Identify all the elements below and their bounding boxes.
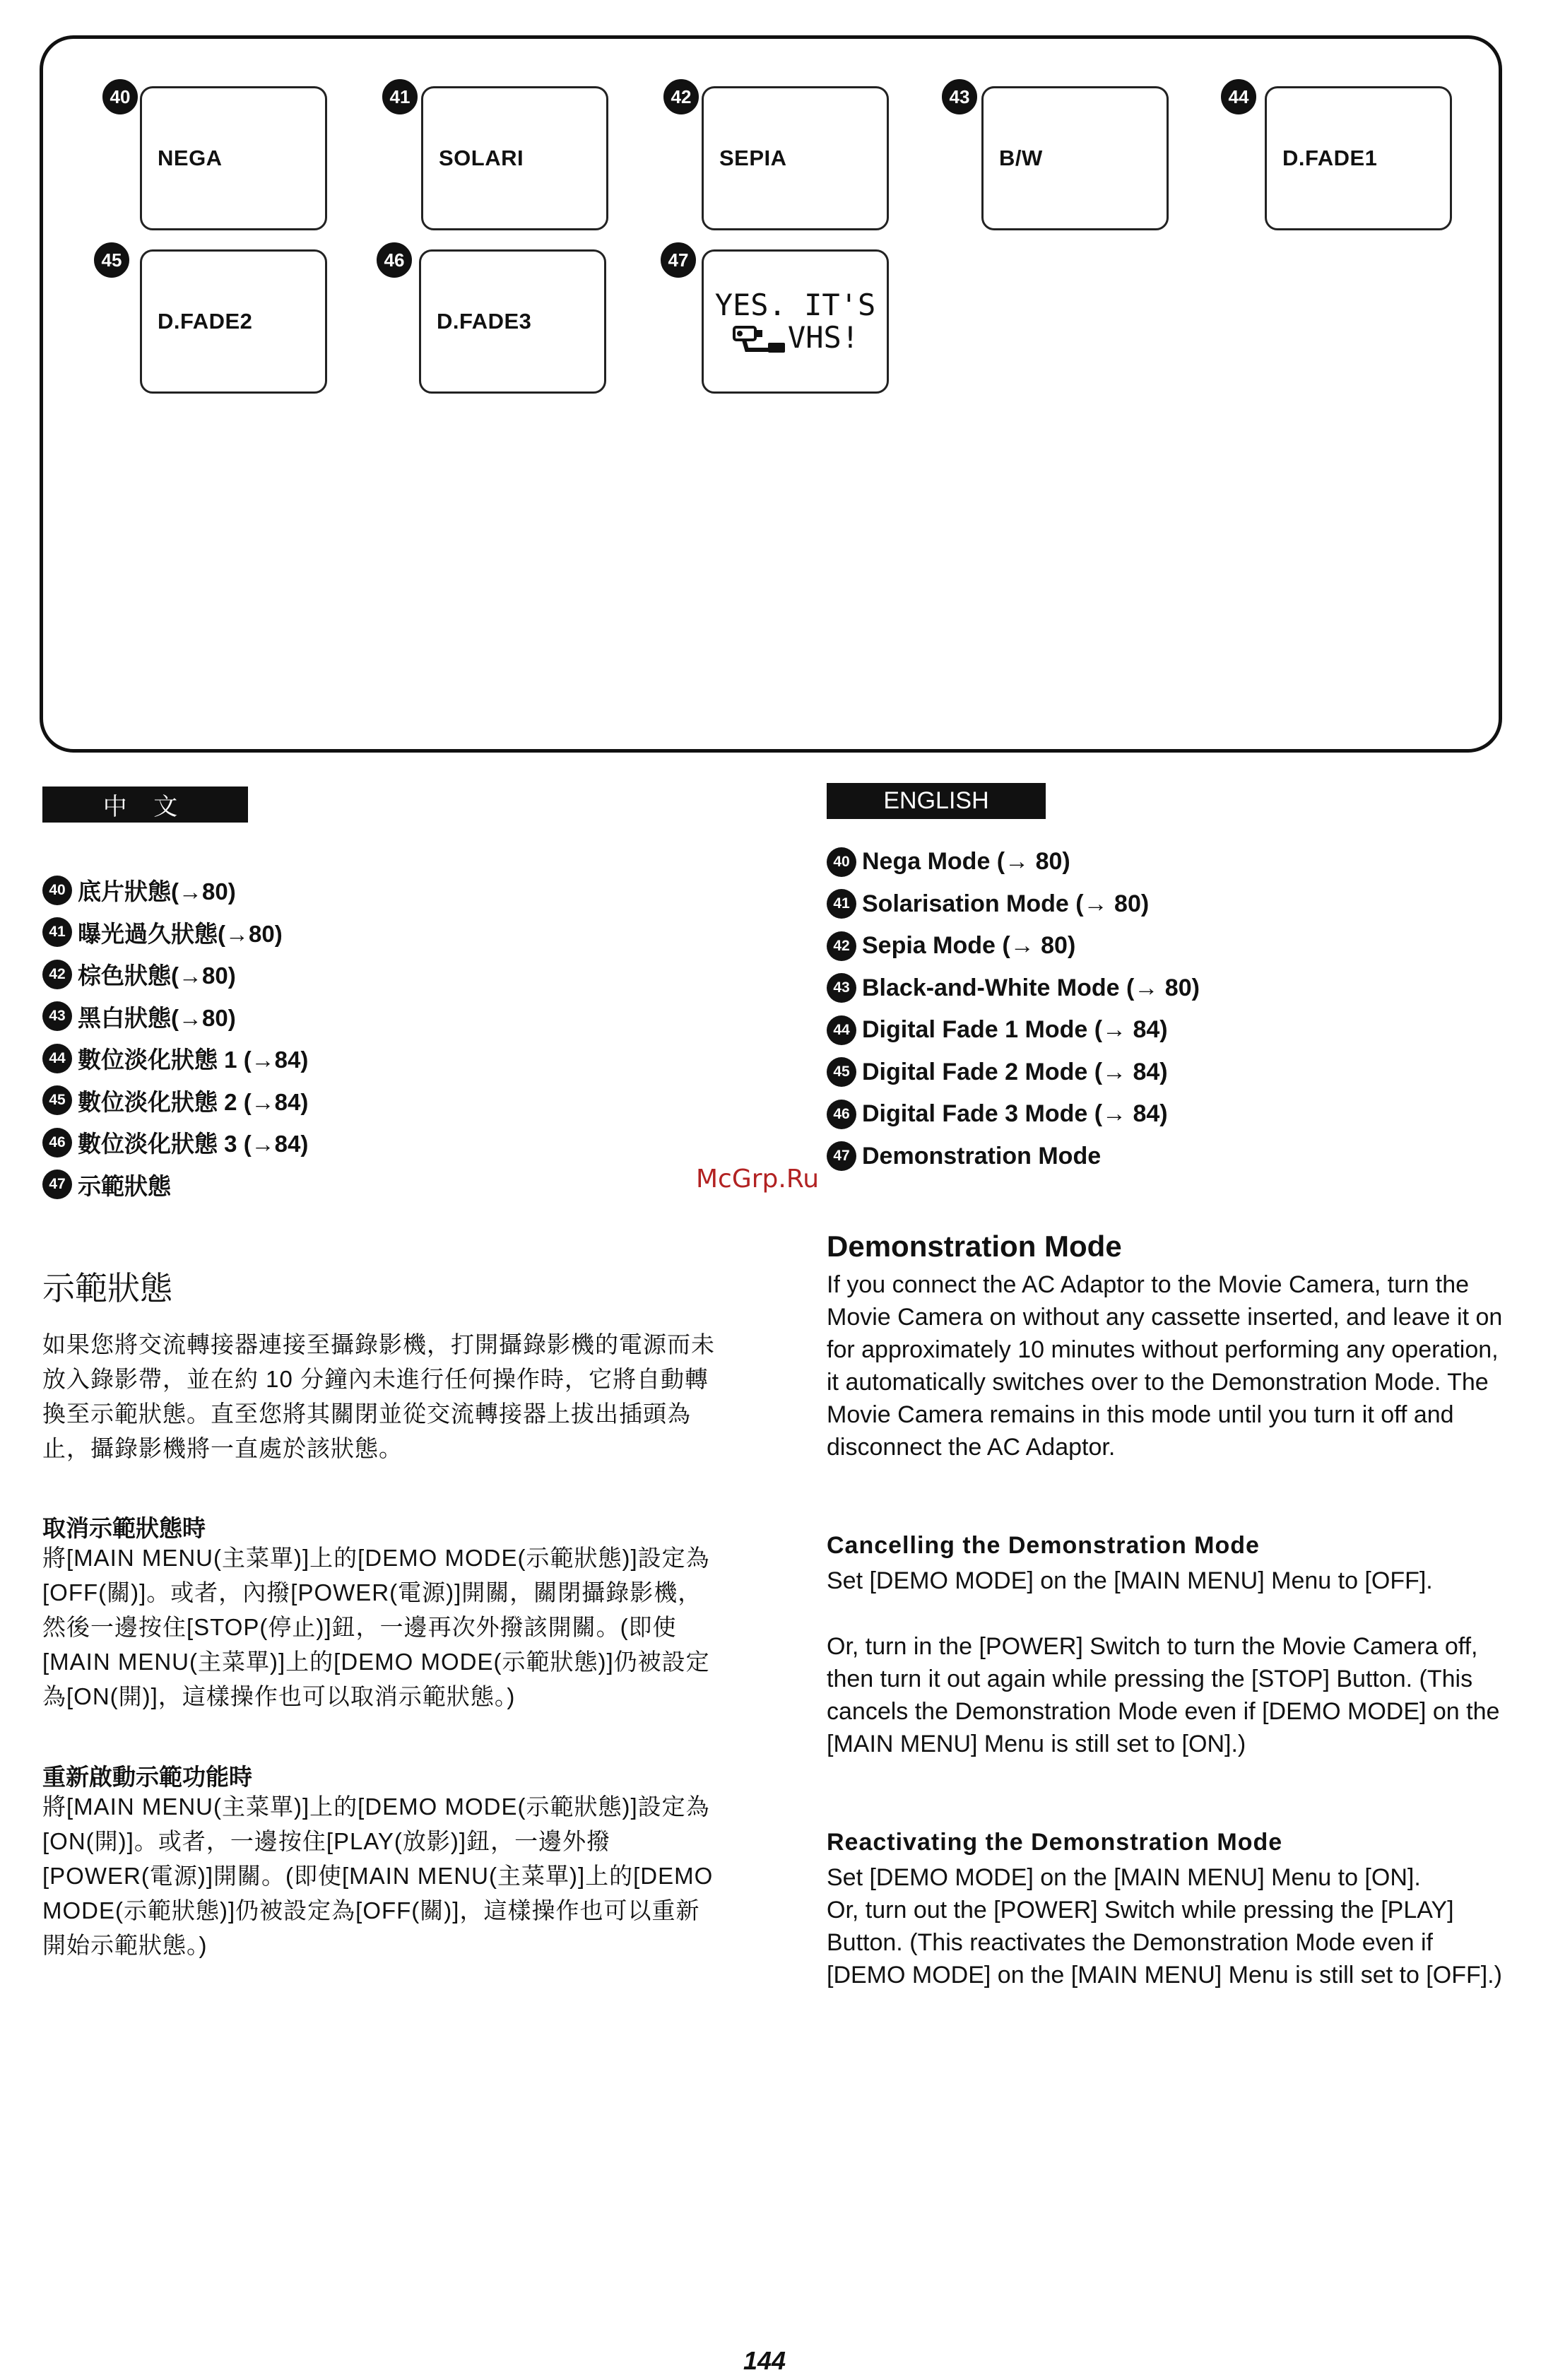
list-item [827, 1136, 1463, 1178]
list-item [827, 1051, 1463, 1094]
number-badge-47: 47 [661, 242, 696, 278]
list-item [42, 869, 608, 912]
list-item [42, 996, 608, 1038]
demo-line-1: YES. IT'S [714, 288, 876, 322]
screen-label: SOLARI [439, 146, 524, 170]
screen-dfade1 [1265, 86, 1452, 230]
list-item-text: Solarisation Mode (→ 80) [862, 890, 1150, 917]
english-mode-list [827, 841, 1463, 1177]
list-item [827, 883, 1463, 926]
english-reactivate-paragraph-1: Set [DEMO MODE] on the [MAIN MENU] Menu to [ON]. [827, 1864, 1421, 1891]
number-badge: 45 [827, 1057, 856, 1087]
screen-dfade3 [419, 249, 606, 394]
demo-line-2: VHS! [787, 320, 860, 355]
english-reactivate-paragraph-2: Or, turn out the [POWER] Switch while pressing the [PLAY] Button. (This reactivates the Demonstration Mode even if [DEMO MODE] on the [MAIN MENU] Menu is still set to [OFF].) [827, 1897, 1502, 1989]
number-badge: 40 [827, 847, 856, 877]
chinese-intro-paragraph: 如果您將交流轉接器連接至攝錄影機，打開攝錄影機的電源而未放入錄影帶，並在約 10 分鐘內未進行任何操作時，它將自動轉換至示範狀態。直至您將其關閉並從交流轉接器上拔出插頭為止，攝錄影機將一直處於該狀態。 [42, 1331, 715, 1461]
demo-line-2-row [731, 322, 859, 354]
english-section-title: Demonstration Mode [827, 1230, 1122, 1263]
list-item-text: Sepia Mode (→ 80) [862, 932, 1076, 960]
list-item [42, 1080, 608, 1122]
screen-label: D.FADE3 [437, 309, 532, 334]
chinese-cancel-title: 取消示範狀態時 [42, 1515, 206, 1541]
screen-label: D.FADE1 [1282, 146, 1378, 170]
chinese-reactivate-paragraph: 將[MAIN MENU(主菜單)]上的[DEMO MODE(示範狀態)]設定為[ON(開)]。或者，一邊按住[PLAY(放影)]鈕，一邊外撥[POWER(電源)]開關。(即使[MAIN MENU(主菜單)]上的[DEMO MODE(示範狀態)]仍被設定為[OFF(關)]，這樣操作也可以重新開始示範狀態。) [42, 1793, 714, 1958]
list-item-text: Digital Fade 1 Mode (→ 84) [862, 1016, 1168, 1044]
list-item [42, 912, 608, 954]
list-item-text: Digital Fade 2 Mode (→ 84) [862, 1058, 1168, 1085]
list-item [827, 841, 1463, 883]
chinese-mode-list [42, 869, 608, 1206]
english-reactivate-title: Reactivating the Demonstration Mode [827, 1829, 1283, 1856]
number-badge-46: 46 [377, 242, 412, 278]
page-number: 144 [743, 2346, 786, 2375]
list-item [827, 1093, 1463, 1136]
number-badge: 44 [827, 1015, 856, 1045]
list-item [42, 1121, 608, 1164]
list-item-text: 曝光過久狀態(→80) [78, 920, 283, 947]
number-badge-44: 44 [1221, 79, 1256, 114]
list-item [42, 1037, 608, 1080]
list-item [42, 1164, 608, 1206]
list-item [827, 967, 1463, 1010]
chinese-section-title: 示範狀態 [42, 1270, 172, 1307]
number-badge: 42 [827, 931, 856, 961]
number-badge-40: 40 [102, 79, 138, 114]
english-intro-paragraph: If you connect the AC Adaptor to the Movie Camera, turn the Movie Camera on without any cassette inserted, and leave it on for approximately 10 minutes without performing any operation, it automatically switches over to the Demonstration Mode. The Movie Camera remains in this mode until you turn it off and disconnect the AC Adaptor. [827, 1271, 1503, 1461]
list-item-text: 數位淡化狀態 3 (→84) [78, 1131, 309, 1157]
chinese-cancel-paragraph: 將[MAIN MENU(主菜單)]上的[DEMO MODE(示範狀態)]設定為[OFF(關)]。或者，內撥[POWER(電源)]開關，關閉攝錄影機，然後一邊按住[STOP(停止)]鈕，一邊再次外撥該開關。(即使[MAIN MENU(主菜單)]上的[DEMO MODE(示範狀態)]仍被設定為[ON(開)]，這樣操作也可以取消示範狀態。) [42, 1545, 710, 1709]
screen-dfade2 [140, 249, 327, 394]
number-badge: 42 [42, 960, 72, 989]
number-badge: 45 [42, 1085, 72, 1115]
list-item-text: Digital Fade 3 Mode (→ 84) [862, 1100, 1168, 1128]
screen-sepia [702, 86, 889, 230]
english-cancel-title: Cancelling the Demonstration Mode [827, 1532, 1260, 1559]
english-cancel-paragraph-1: Set [DEMO MODE] on the [MAIN MENU] Menu to [OFF]. [827, 1567, 1433, 1594]
screen-solari [421, 86, 608, 230]
chinese-language-bar: 中 文 [42, 787, 248, 823]
number-badge: 47 [827, 1141, 856, 1171]
number-badge-43: 43 [942, 79, 977, 114]
screen-label: SEPIA [719, 146, 787, 170]
list-item-text: 棕色狀態(→80) [78, 962, 236, 989]
list-item [827, 925, 1463, 967]
list-item [42, 953, 608, 996]
list-item-text: 黑白狀態(→80) [78, 1004, 236, 1031]
number-badge: 44 [42, 1044, 72, 1073]
screen-label: D.FADE2 [158, 309, 253, 334]
screen-label: NEGA [158, 146, 223, 170]
english-cancel-paragraph-2: Or, turn in the [POWER] Switch to turn the Movie Camera off, then turn it out again while pressing the [STOP] Button. (This cancels the Demonstration Mode even if [DEMO MODE] on the [MAIN MENU] Menu is still set to [ON].) [827, 1633, 1500, 1757]
screen-demo-mode [702, 249, 889, 394]
number-badge: 41 [827, 889, 856, 919]
screen-label: B/W [999, 146, 1043, 170]
screen-nega [140, 86, 327, 230]
list-item-text: Black-and-White Mode (→ 80) [862, 974, 1200, 1001]
number-badge: 46 [42, 1128, 72, 1157]
camera-illustration-icon [731, 322, 788, 354]
number-badge: 43 [827, 973, 856, 1003]
number-badge-41: 41 [382, 79, 418, 114]
watermark-text: McGrp.Ru [696, 1165, 820, 1194]
number-badge-45: 45 [94, 242, 129, 278]
list-item-text: 數位淡化狀態 2 (→84) [78, 1088, 309, 1115]
number-badge: 46 [827, 1100, 856, 1129]
list-item-text: 數位淡化狀態 1 (→84) [78, 1047, 309, 1073]
list-item-text: 示範狀態 [78, 1172, 171, 1199]
list-item-text: Demonstration Mode [862, 1142, 1102, 1170]
number-badge: 40 [42, 876, 72, 905]
number-badge-42: 42 [663, 79, 699, 114]
english-language-bar: ENGLISH [827, 783, 1046, 819]
list-item [827, 1009, 1463, 1051]
number-badge: 41 [42, 917, 72, 947]
number-badge: 43 [42, 1001, 72, 1031]
chinese-reactivate-title: 重新啟動示範功能時 [42, 1764, 252, 1790]
list-item-text: Nega Mode (→ 80) [862, 848, 1070, 876]
screen-bw [981, 86, 1169, 230]
list-item-text: 底片狀態(→80) [78, 878, 236, 905]
number-badge: 47 [42, 1170, 72, 1199]
